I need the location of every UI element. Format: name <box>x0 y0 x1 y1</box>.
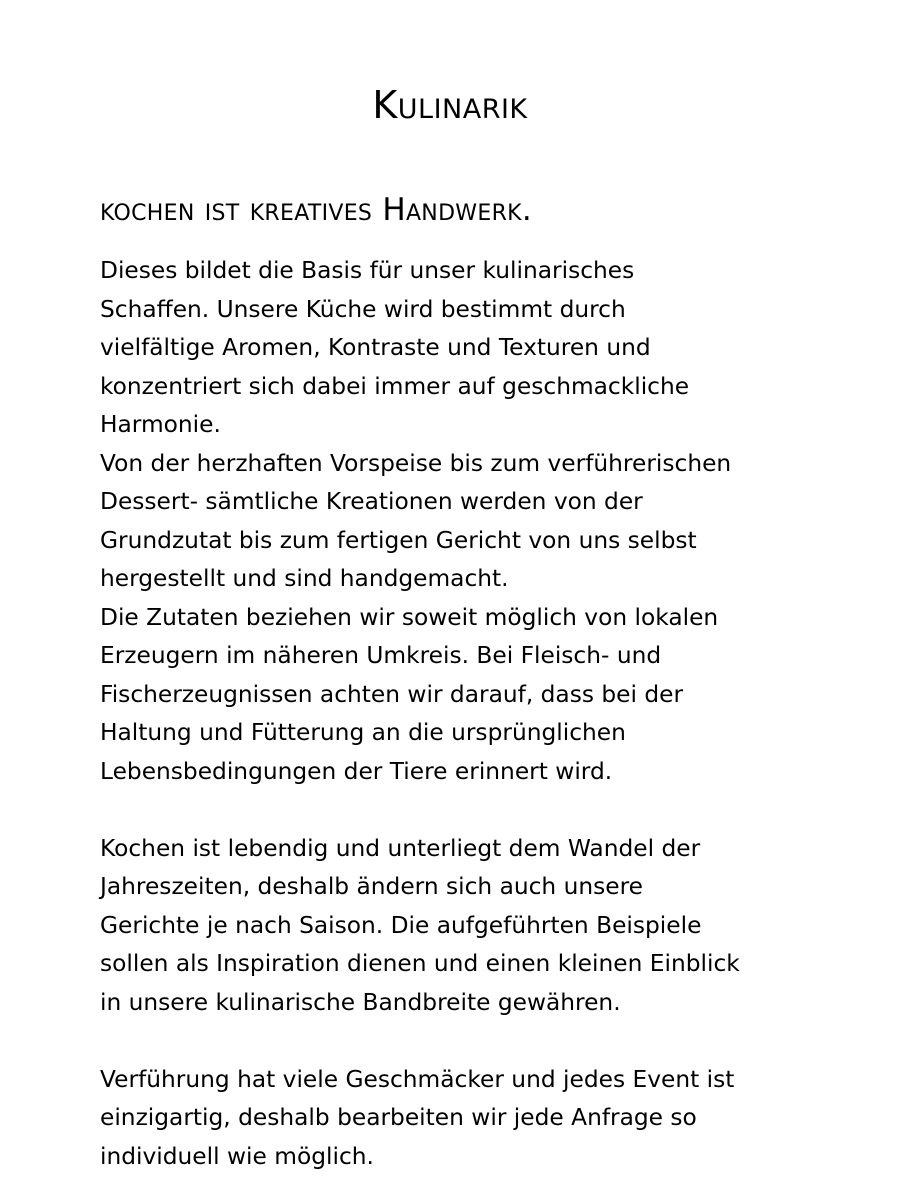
text-line: Grundzutat bis zum fertigen Gericht von uns selbst <box>100 526 697 554</box>
paragraph-spacer <box>100 1022 820 1061</box>
page-subtitle: kochen ist kreatives Handwerk. <box>100 192 533 228</box>
text-line: Von der herzhaften Vorspeise bis zum verführerischen <box>100 449 732 477</box>
text-line: Schaffen. Unsere Küche wird bestimmt durch <box>100 295 626 323</box>
page-title: Kulinarik <box>372 83 528 127</box>
paragraph-1 <box>100 252 820 445</box>
text-line: individuell wie möglich. <box>100 1142 374 1170</box>
text-line: konzentriert sich dabei immer auf geschmackliche <box>100 372 690 400</box>
text-line: Jahreszeiten, deshalb ändern sich auch unsere <box>100 873 644 900</box>
text-line: vielfältige Aromen, Kontraste und Texturen und <box>100 334 651 361</box>
text-line: Die Zutaten beziehen wir soweit möglich von lokalen <box>100 603 719 631</box>
text-line: Haltung und Fütterung an die ursprünglichen <box>100 719 626 746</box>
paragraph-4 <box>100 830 820 1023</box>
paragraph-3 <box>100 599 820 792</box>
text-line: hergestellt und sind handgemacht. <box>100 565 509 592</box>
text-line: Verführung hat viele Geschmäcker und jedes Event ist <box>100 1065 735 1093</box>
text-line: sollen als Inspiration dienen und einen kleinen Einblick <box>100 950 740 977</box>
text-line: Fischerzeugnissen achten wir darauf, dass bei der <box>100 680 684 708</box>
text-line: Dieses bildet die Basis für unser kulinarisches <box>100 257 635 284</box>
paragraph-5 <box>100 1061 820 1177</box>
body-text <box>100 252 820 1176</box>
paragraph-spacer <box>100 791 820 830</box>
text-line: Harmonie. <box>100 411 221 438</box>
text-line: Lebensbedingungen der Tiere erinnert wird. <box>100 757 613 785</box>
text-line: Kochen ist lebendig und unterliegt dem Wandel der <box>100 834 701 862</box>
text-line: Dessert- sämtliche Kreationen werden von der <box>100 488 643 515</box>
paragraph-2 <box>100 445 820 599</box>
text-line: Gerichte je nach Saison. Die aufgeführten Beispiele <box>100 911 702 939</box>
text-line: Erzeugern im näheren Umkreis. Bei Fleisch- und <box>100 642 662 669</box>
text-line: in unsere kulinarische Bandbreite gewähren. <box>100 988 621 1016</box>
text-line: einzigartig, deshalb bearbeiten wir jede Anfrage so <box>100 1104 697 1131</box>
